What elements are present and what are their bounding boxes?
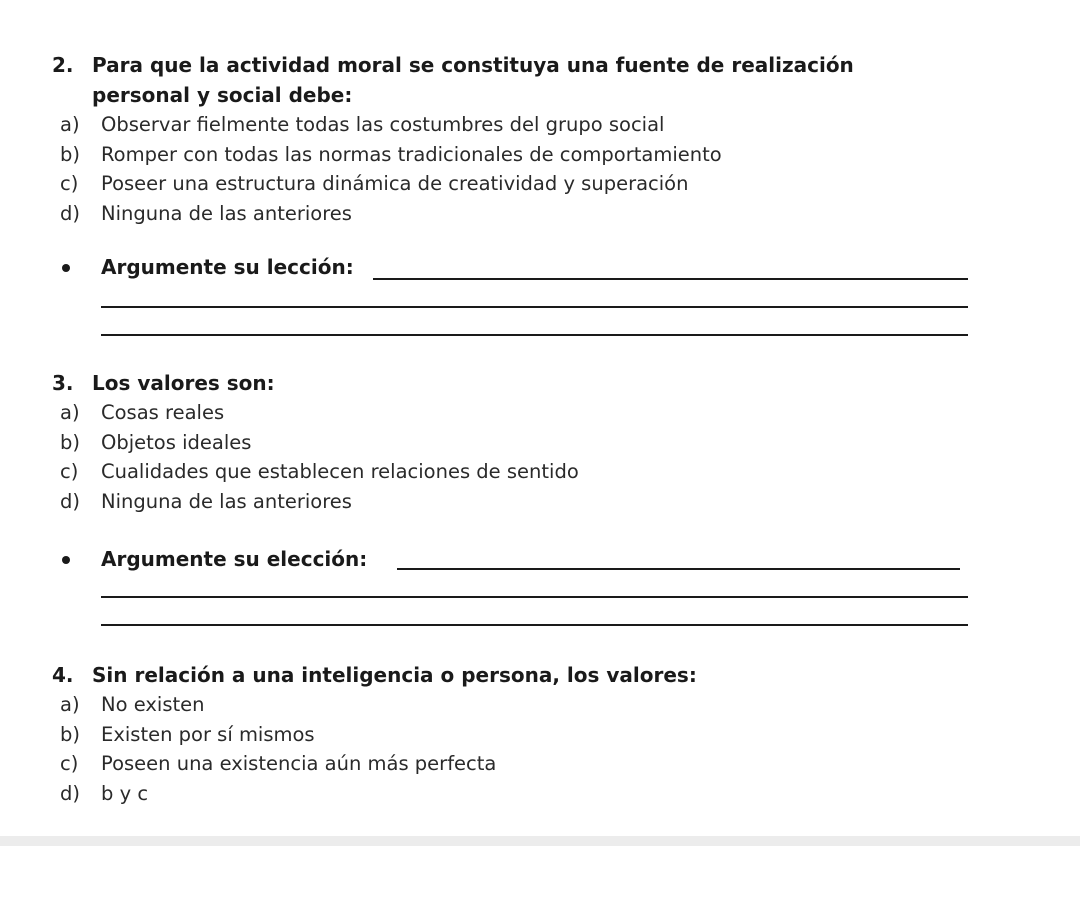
option-text: Cualidades que establecen relaciones de sentido — [101, 460, 579, 483]
argument-row — [0, 252, 1080, 284]
answer-line[interactable] — [101, 334, 968, 336]
option-c[interactable] — [0, 749, 1080, 779]
question-2-heading — [0, 50, 1080, 110]
option-text: b y c — [101, 781, 149, 805]
option-d[interactable] — [0, 779, 1080, 809]
option-a[interactable] — [0, 690, 1080, 720]
page-bottom-divider — [0, 836, 1080, 846]
answer-line[interactable] — [101, 306, 968, 308]
argument-label: Argumente su elección: — [101, 547, 368, 571]
option-text: Ninguna de las anteriores — [101, 489, 352, 513]
question-4 — [0, 660, 1080, 808]
option-text: Ninguna de las anteriores — [101, 201, 352, 225]
question-number: 3. — [52, 371, 74, 395]
option-letter: b) — [60, 430, 80, 454]
question-text: Sin relación a una inteligencia o persona, los valores: — [92, 663, 697, 687]
question-text: Los valores son: — [92, 371, 275, 395]
option-text: No existen — [101, 693, 205, 716]
option-letter: a) — [60, 113, 80, 136]
option-text: Existen por sí mismos — [101, 722, 315, 746]
argument-block-2 — [0, 544, 1080, 576]
option-letter: d) — [60, 489, 80, 513]
option-letter: a) — [60, 693, 80, 716]
answer-line[interactable] — [397, 568, 960, 570]
option-letter: d) — [60, 781, 80, 805]
option-a[interactable] — [0, 110, 1080, 140]
option-text: Cosas reales — [101, 401, 225, 424]
answer-line[interactable] — [373, 278, 968, 280]
option-letter: c) — [60, 752, 79, 775]
option-letter: d) — [60, 201, 80, 225]
question-number: 4. — [52, 663, 74, 687]
option-text: Poseen una existencia aún más perfecta — [101, 752, 497, 775]
question-3-heading — [0, 368, 1080, 398]
argument-block-1 — [0, 252, 1080, 284]
question-3 — [0, 368, 1080, 516]
option-letter: a) — [60, 401, 80, 424]
bullet-icon — [62, 264, 70, 272]
question-text: Para que la actividad moral se constituya una fuente de realización personal y social debe: — [92, 53, 854, 107]
option-b[interactable] — [0, 428, 1080, 458]
answer-line[interactable] — [101, 596, 968, 598]
question-2 — [0, 50, 1080, 228]
option-text: Observar fielmente todas las costumbres del grupo social — [101, 113, 665, 136]
option-text: Objetos ideales — [101, 430, 252, 454]
option-d[interactable] — [0, 487, 1080, 517]
option-a[interactable] — [0, 398, 1080, 428]
question-number: 2. — [52, 53, 74, 77]
option-text: Poseer una estructura dinámica de creatividad y superación — [101, 172, 689, 195]
answer-line[interactable] — [101, 624, 968, 626]
option-letter: b) — [60, 142, 80, 166]
argument-label: Argumente su lección: — [101, 255, 354, 279]
option-d[interactable] — [0, 199, 1080, 229]
option-letter: c) — [60, 460, 79, 483]
option-b[interactable] — [0, 140, 1080, 170]
argument-row — [0, 544, 1080, 576]
option-text: Romper con todas las normas tradicionales de comportamiento — [101, 142, 722, 166]
option-b[interactable] — [0, 720, 1080, 750]
option-c[interactable] — [0, 169, 1080, 199]
bullet-icon — [62, 556, 70, 564]
option-c[interactable] — [0, 457, 1080, 487]
option-letter: b) — [60, 722, 80, 746]
option-letter: c) — [60, 172, 79, 195]
question-4-heading — [0, 660, 1080, 690]
